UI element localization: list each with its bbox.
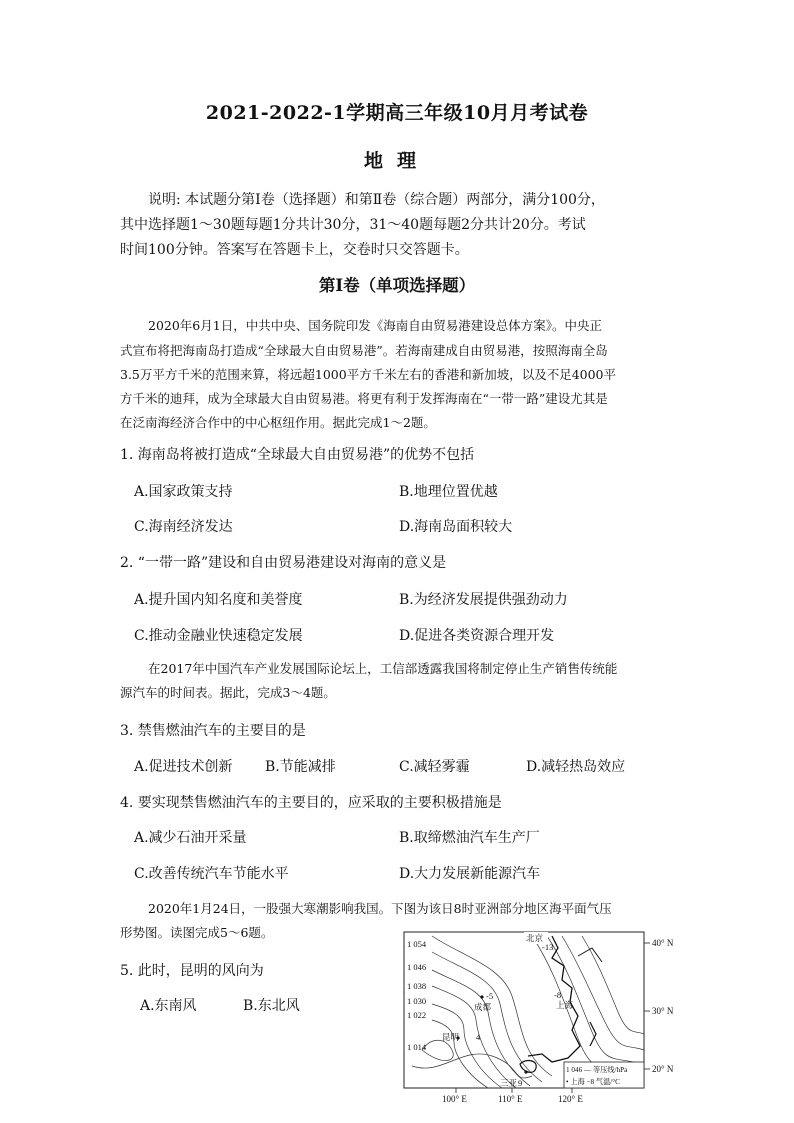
question-1-option-d: D.海南岛面积较大 [399,519,513,535]
subject-title: 地理 [363,150,430,172]
question-4-option-b: B.取缔燃油汽车生产厂 [399,830,540,846]
intro-line-1: 说明: 本试题分第Ⅰ卷（选择题）和第Ⅱ卷（综合题）两部分，满分100分， [148,192,605,208]
lon-label-110e: 110° E [498,1094,523,1104]
lon-label-100e: 100° E [442,1094,467,1104]
question-2-option-a: A.提升国内知名度和美誉度 [134,592,303,608]
temp-sanya: 9 [518,1078,523,1088]
lat-label-20n: 20° N [652,1064,674,1074]
question-5-option-b: B.东北风 [243,998,300,1014]
question-2-option-b: B.为经济发展提供强劲动力 [399,592,568,608]
section-title: 第Ⅰ卷（单项选择题） [318,276,476,295]
lon-label-120e: 120° E [558,1094,583,1104]
city-kunming: 昆明 [442,1032,460,1042]
material1-line-4: 方千米的迪拜，成为全球最大自由贸易港。将更有利于发挥海南在“一带一路”建设尤其是 [120,391,608,406]
material1-line-1: 2020年6月1日，中共中央、国务院印发《海南自由贸易港建设总体方案》。中央正 [148,318,602,333]
question-1-stem: 1. 海南岛将被打造成“全球最大自由贸易港”的优势不包括 [120,447,475,463]
temp-kunming: 4 [476,1032,481,1042]
legend-temp: • 上海 −8 气温/°C [566,1078,620,1086]
question-1-option-c: C.海南经济发达 [134,519,233,535]
city-chengdu: 成都 [474,1002,492,1012]
lat-label-40n: 40° N [652,938,674,948]
exam-title: 2021-2022-1学期高三年级10月月考试卷 [205,102,589,124]
question-3-option-a: A.促进技术创新 [134,759,233,775]
question-3-option-d: D.减轻热岛效应 [526,759,626,775]
question-5-stem: 5. 此时，昆明的风向为 [120,963,264,979]
material1-line-3: 3.5万平方千米的范围来算，将远超1000平方千米左右的香港和新加坡，以及不足4000平 [120,367,617,382]
lat-label-30n: 30° N [652,1006,674,1016]
intro-line-2: 其中选择题1～30题每题1分共计30分，31～40题每题2分共计20分。考试 [120,217,586,233]
isobar-label-1038: 1 038 [407,981,427,991]
isobar-label-1014: 1 014 [407,1042,427,1052]
material1-line-2: 式宣布将把海南岛打造成“全球最大自由贸易港”。若海南建成自由贸易港，按照海南全岛 [120,343,608,358]
question-3-stem: 3. 禁售燃油汽车的主要目的是 [120,723,306,739]
temp-chengdu: -5 [486,991,494,1001]
question-3-option-b: B.节能减排 [265,759,336,775]
material2-line-2: 源汽车的时间表。据此，完成3～4题。 [120,685,336,700]
material3-line-1: 2020年1月24日，一股强大寒潮影响我国。下图为该日8时亚洲部分地区海平面气压 [148,901,612,916]
question-1-option-a: A.国家政策支持 [134,484,233,500]
question-4-option-c: C.改善传统汽车节能水平 [134,866,289,882]
question-5-option-a: A.东南风 [140,998,197,1014]
question-4-option-d: D.大力发展新能源汽车 [399,866,541,882]
isobar-label-1054: 1 054 [407,939,427,949]
material1-line-5: 在泛南海经济合作中的中心枢纽作用。据此完成1～2题。 [120,415,436,430]
question-1-option-b: B.地理位置优越 [399,484,498,500]
temp-beijing: -13 [542,942,554,952]
material3-line-2: 形势图。读图完成5～6题。 [120,925,274,940]
question-2-option-c: C.推动金融业快速稳定发展 [134,628,303,644]
pressure-map-figure [402,926,702,1118]
isobar-label-1030: 1 030 [407,996,427,1006]
question-4-stem: 4. 要实现禁售燃油汽车的主要目的，应采取的主要积极措施是 [120,795,502,811]
isobar-label-1022: 1 022 [407,1010,427,1020]
question-3-option-c: C.减轻雾霾 [399,759,470,775]
question-2-option-d: D.促进各类资源合理开发 [399,628,555,644]
temp-shanghai: -8 [554,990,562,1000]
intro-line-3: 时间100分钟。答案写在答题卡上，交卷时只交答题卡。 [120,242,469,258]
city-shanghai: 上海 [556,1000,574,1010]
material2-line-1: 在2017年中国汽车产业发展国际论坛上，工信部透露我国将制定停止生产销售传统能 [148,661,618,676]
city-sanya: 三亚 [500,1078,518,1088]
legend-isobar: 1 046 — 等压线/hPa [566,1066,628,1074]
city-beijing: 北京 [526,933,544,943]
question-4-option-a: A.减少石油开采量 [134,830,247,846]
isobar-label-1046: 1 046 [407,962,427,972]
question-2-stem: 2. “一带一路”建设和自由贸易港建设对海南的意义是 [120,555,447,571]
